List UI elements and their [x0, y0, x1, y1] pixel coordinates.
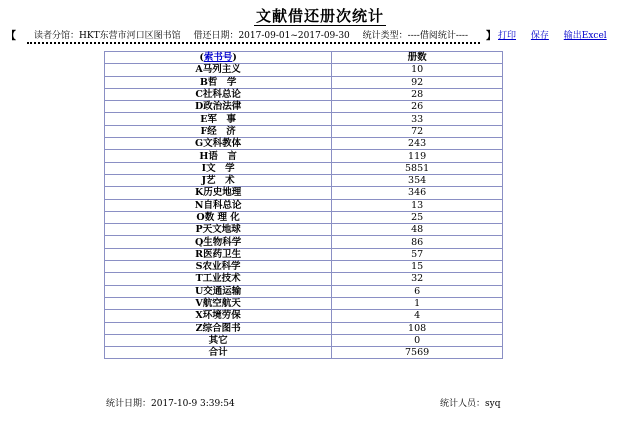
- category-name: 政治法律: [203, 101, 242, 113]
- table-row: [105, 101, 503, 113]
- table-row: [105, 162, 503, 174]
- count-cell: 26: [332, 101, 503, 113]
- category-cell: [105, 310, 332, 322]
- count-cell: 25: [332, 211, 503, 223]
- action-links: [498, 28, 619, 41]
- category-name: 历史地理: [203, 187, 242, 199]
- category-code: T: [195, 273, 203, 285]
- category-name: 数 理 化: [204, 212, 240, 223]
- category-code: Z: [195, 322, 203, 334]
- category-name: 综合图书: [202, 322, 241, 334]
- category-name: 哲 学: [207, 76, 237, 88]
- category-code: C: [195, 89, 203, 101]
- category-name: 语 言: [208, 150, 237, 162]
- category-cell: [105, 236, 332, 248]
- category-name: 艺 术: [206, 175, 235, 187]
- category-code: V: [195, 298, 203, 310]
- total-row: [105, 347, 503, 359]
- category-name: 文科教体: [203, 138, 242, 150]
- category-name: 文 学: [206, 162, 235, 174]
- category-cell: [105, 125, 332, 137]
- header-close-paren: ): [232, 52, 237, 64]
- category-cell: [105, 174, 332, 186]
- table-row: [105, 76, 503, 88]
- header-open-paren: (: [199, 52, 204, 64]
- category-cell: [105, 88, 332, 100]
- table-row: [105, 174, 503, 186]
- count-cell: 354: [332, 174, 503, 186]
- count-cell: 57: [332, 248, 503, 260]
- count-cell: 119: [332, 150, 503, 162]
- count-cell: 243: [332, 138, 503, 150]
- count-cell: 5851: [332, 162, 503, 174]
- count-header: 册数: [332, 52, 503, 64]
- count-cell: 86: [332, 236, 503, 248]
- category-cell: [105, 138, 332, 150]
- count-cell: 15: [332, 261, 503, 273]
- count-cell: 1: [332, 297, 503, 309]
- table-row: [105, 310, 503, 322]
- export-excel-link[interactable]: 输出Excel: [563, 31, 607, 41]
- count-cell: 346: [332, 187, 503, 199]
- category-cell: [105, 285, 332, 297]
- category-cell: [105, 261, 332, 273]
- count-cell: 33: [332, 113, 503, 125]
- table-row: [105, 261, 503, 273]
- borrow-date-label: 借还日期：2017-09-01~2017-09-30: [193, 31, 350, 41]
- category-code: R: [195, 248, 204, 260]
- category-cell: [105, 76, 332, 88]
- call-number-header: [105, 52, 332, 64]
- category-code: D: [194, 101, 204, 113]
- page-title-text: 文献借还册次统计: [255, 7, 384, 25]
- count-cell: 28: [332, 88, 503, 100]
- category-name: 农业科学: [202, 261, 241, 273]
- category-name: 生物科学: [203, 236, 242, 248]
- category-name: 航空航天: [202, 298, 241, 310]
- table-row: [105, 88, 503, 100]
- category-code: A: [195, 64, 203, 76]
- table-row: [105, 224, 503, 236]
- category-cell: [105, 211, 332, 223]
- category-code: J: [201, 175, 207, 187]
- category-name: 马列主义: [202, 64, 241, 76]
- reader-branch-label: 读者分馆：HKT东营市河口区图书馆: [34, 31, 181, 41]
- category-cell: [105, 187, 332, 199]
- table-row: [105, 138, 503, 150]
- save-link[interactable]: 保存: [530, 31, 549, 41]
- category-cell: [105, 150, 332, 162]
- category-code: I: [201, 162, 207, 174]
- category-cell: [105, 248, 332, 260]
- total-row-count: 7569: [332, 347, 503, 359]
- category-code: O: [196, 212, 205, 223]
- table-header-row: [105, 52, 503, 64]
- count-cell: 72: [332, 125, 503, 137]
- query-info-text: [34, 28, 478, 41]
- category-code: U: [194, 285, 204, 297]
- other-row-count: 0: [332, 334, 503, 346]
- count-cell: 32: [332, 273, 503, 285]
- category-cell: [105, 322, 332, 334]
- table-row: [105, 64, 503, 76]
- category-name: 社科总论: [202, 89, 241, 101]
- table-row: [105, 211, 503, 223]
- category-code: X: [195, 310, 203, 322]
- table-row: [105, 125, 503, 137]
- table-row: [105, 248, 503, 260]
- total-row-label: 合计: [105, 347, 332, 359]
- category-code: G: [195, 138, 204, 150]
- category-code: F: [200, 125, 208, 137]
- left-bracket: 【: [6, 31, 16, 42]
- category-code: N: [194, 199, 204, 211]
- other-row: [105, 334, 503, 346]
- call-number-sort-link[interactable]: 索书号: [203, 52, 233, 64]
- count-cell: 108: [332, 322, 503, 334]
- category-code: H: [199, 150, 209, 162]
- category-name: 天文地球: [202, 224, 241, 236]
- table-row: [105, 236, 503, 248]
- category-name: 交通运输: [203, 285, 242, 297]
- count-cell: 6: [332, 285, 503, 297]
- category-name: 自科总论: [203, 199, 242, 211]
- category-cell: [105, 101, 332, 113]
- statistics-table: [104, 51, 503, 359]
- category-cell: [105, 273, 332, 285]
- table-row: [105, 297, 503, 309]
- other-row-label: 其它: [105, 334, 332, 346]
- category-code: E: [200, 113, 208, 125]
- table-row: [105, 113, 503, 125]
- category-name: 经 济: [207, 125, 236, 137]
- dotted-divider: [27, 42, 480, 44]
- category-cell: [105, 199, 332, 211]
- category-name: 工业技术: [202, 273, 241, 285]
- table-row: [105, 187, 503, 199]
- stat-type-label: 统计类型：----借阅统计----: [362, 31, 468, 41]
- category-cell: [105, 224, 332, 236]
- count-cell: 10: [332, 64, 503, 76]
- category-name: 医药卫生: [203, 248, 242, 260]
- count-cell: 92: [332, 76, 503, 88]
- stat-date: 统计日期：2017-10-9 3:39:54: [106, 399, 235, 409]
- category-cell: [105, 64, 332, 76]
- category-cell: [105, 162, 332, 174]
- query-info-bar: [6, 27, 634, 41]
- category-name: 军 事: [207, 113, 236, 125]
- table-row: [105, 273, 503, 285]
- category-cell: [105, 297, 332, 309]
- category-name: 环境劳保: [202, 310, 241, 322]
- stat-person: 统计人员：syq: [440, 399, 501, 409]
- category-code: Q: [194, 236, 204, 248]
- right-bracket: 】: [486, 31, 496, 42]
- table-row: [105, 285, 503, 297]
- page-title: [0, 5, 640, 26]
- category-code: S: [195, 261, 203, 273]
- table-row: [105, 150, 503, 162]
- category-code: P: [195, 224, 203, 236]
- print-link[interactable]: 打印: [498, 31, 517, 41]
- count-cell: 13: [332, 199, 503, 211]
- table-row: [105, 199, 503, 211]
- category-code: K: [194, 187, 204, 199]
- category-cell: [105, 113, 332, 125]
- table-row: [105, 322, 503, 334]
- count-cell: 48: [332, 224, 503, 236]
- count-cell: 4: [332, 310, 503, 322]
- category-code: B: [199, 76, 208, 88]
